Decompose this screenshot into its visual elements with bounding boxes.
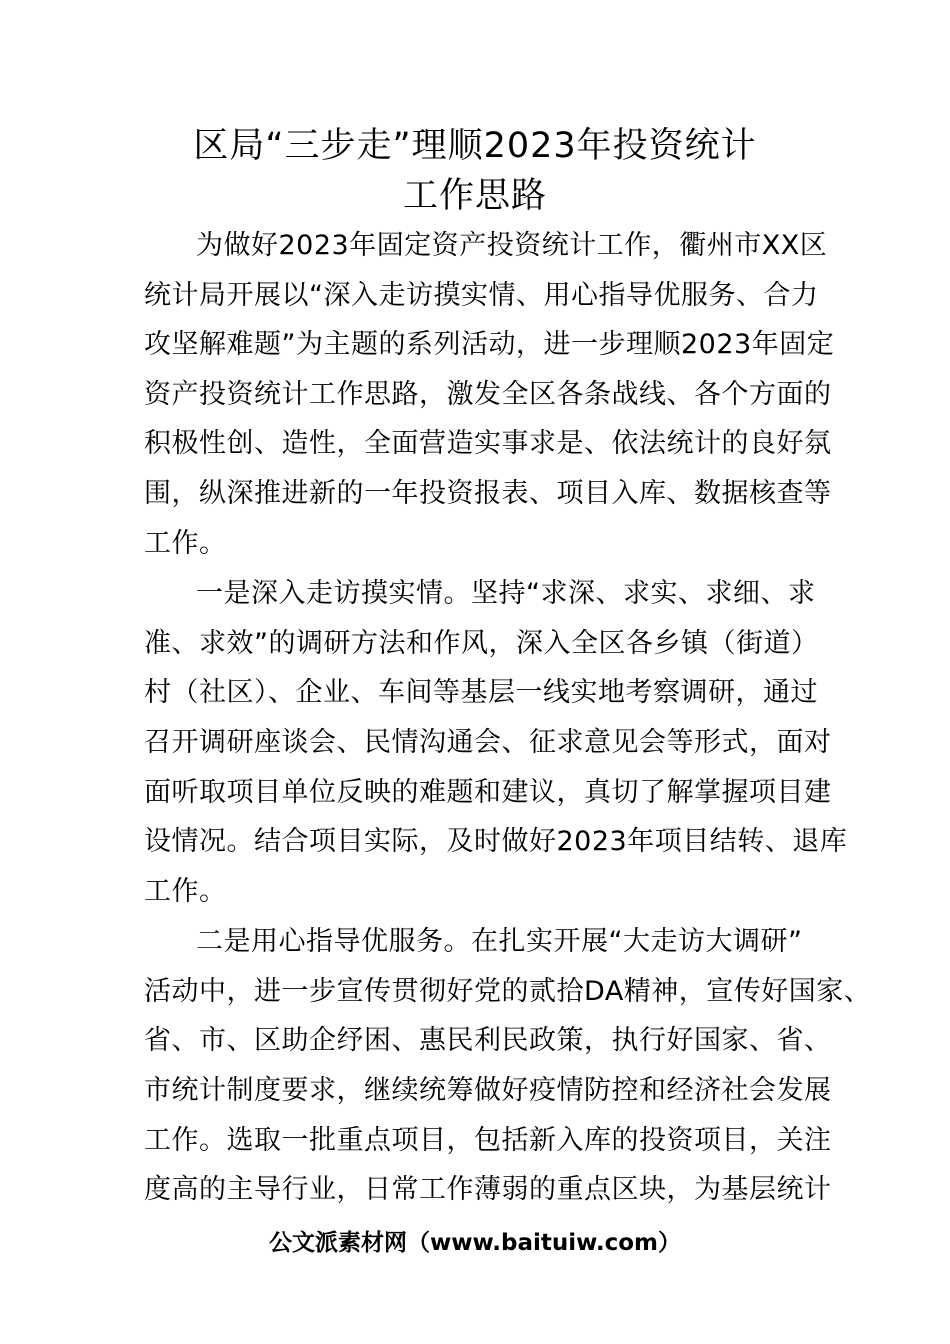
body-line: 工作。 — [144, 876, 227, 907]
footer-watermark-text: 公文派素材网（www.baituiw.com） — [268, 1230, 682, 1256]
body-line: 召开调研座谈会、民情沟通会、征求意见会等形式，面对 — [144, 727, 832, 758]
body-line: 一是深入走访摸实情。坚持“求深、求实、求细、求 — [196, 578, 816, 609]
body-line: 面听取项目单位反映的难题和建议，真切了解掌握项目建 — [144, 777, 832, 808]
document-title-line-1: 区局“三步走”理顺2023年投资统计 — [193, 126, 757, 166]
body-line: 资产投资统计工作思路，激发全区各条战线、各个方面的 — [144, 379, 832, 410]
body-line: 二是用心指导优服务。在扎实开展“大走访大调研” — [196, 926, 803, 957]
body-line: 工作。 — [144, 528, 227, 559]
body-line: 统计局开展以“深入走访摸实情、用心指导优服务、合力 — [144, 280, 819, 311]
document-title-line-2: 工作思路 — [402, 176, 547, 216]
body-line: 活动中，进一步宣传贯彻好党的贰拾DA精神，宣传好国家、 — [144, 976, 872, 1007]
body-line: 村（社区）、企业、车间等基层一线实地考察调研，通过 — [144, 677, 818, 708]
body-line: 度高的主导行业，日常工作薄弱的重点区块，为基层统计 — [144, 1174, 832, 1205]
body-line: 设情况。结合项目实际，及时做好2023年项目结转、退库 — [144, 826, 848, 857]
body-line: 为做好2023年固定资产投资统计工作，衢州市XX区 — [196, 230, 828, 261]
body-line: 攻坚解难题”为主题的系列活动，进一步理顺2023年固定 — [144, 329, 835, 360]
body-line: 准、求效”的调研方法和作风，深入全区各乡镇（街道） — [144, 628, 819, 659]
body-line: 积极性创、造性，全面营造实事求是、依法统计的良好氛 — [144, 428, 832, 459]
body-line: 围，纵深推进新的一年投资报表、项目入库、数据核查等 — [144, 478, 832, 509]
body-line: 省、市、区助企纾困、惠民利民政策，执行好国家、省、 — [144, 1025, 832, 1056]
body-line: 市统计制度要求，继续统筹做好疫情防控和经济社会发展 — [144, 1075, 832, 1106]
body-line: 工作。选取一批重点项目，包括新入库的投资项目，关注 — [144, 1125, 832, 1156]
